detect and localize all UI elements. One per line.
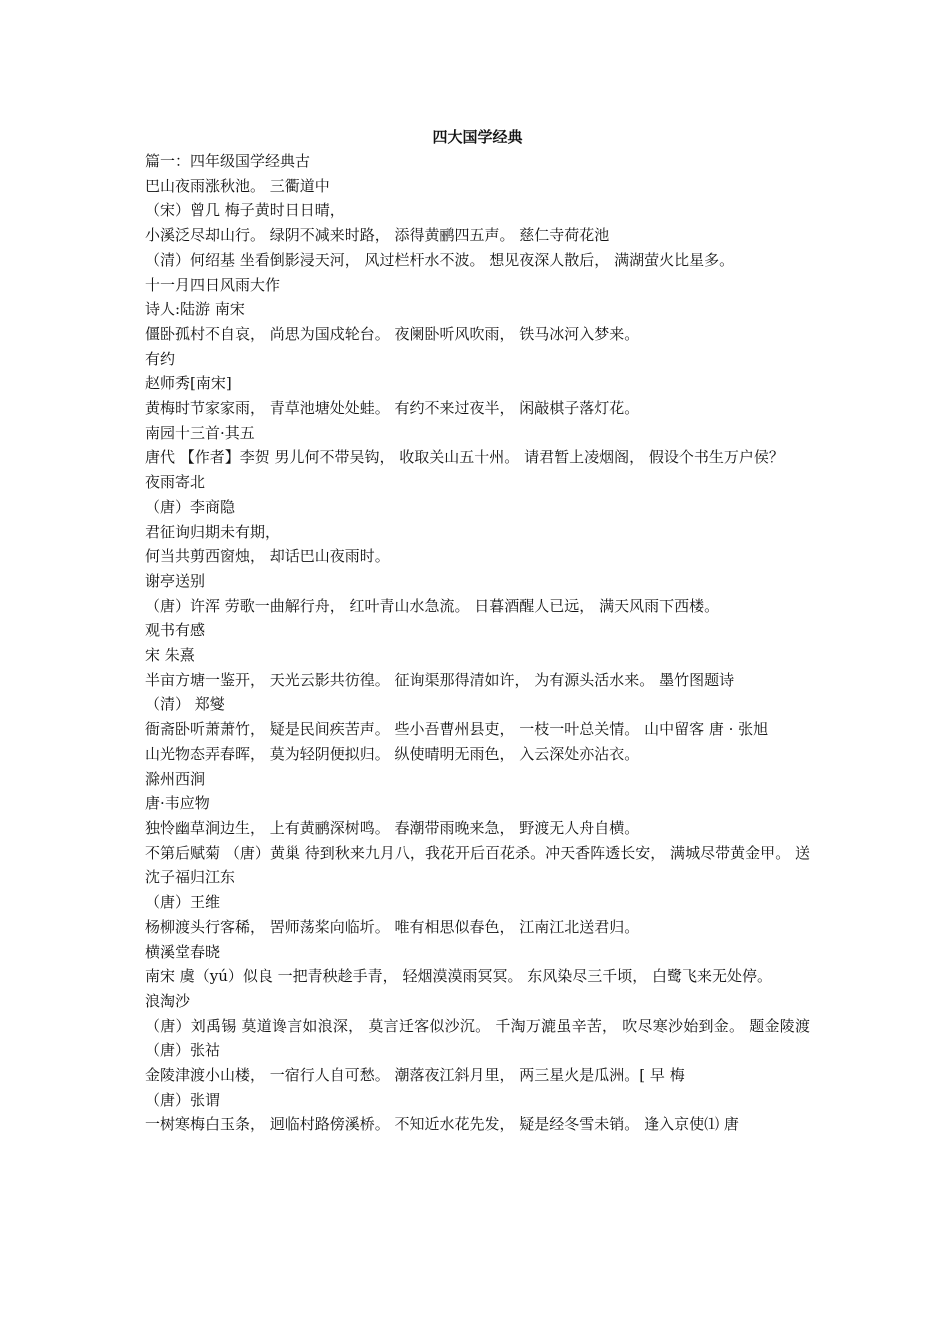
text-line: 滁州西涧 xyxy=(145,769,206,788)
text-line: 一树寒梅白玉条， 迥临村路傍溪桥。 不知近水花先发， 疑是经冬雪未销。 逢入京使⑴ 唐 xyxy=(145,1115,739,1134)
text-line: 黄梅时节家家雨， 青草池塘处处蛙。 有约不来过夜半， 闲敲棋子落灯花。 xyxy=(145,399,640,418)
text-line: （唐）李商隐 xyxy=(145,497,236,516)
text-line: 横溪堂春晓 xyxy=(145,942,221,961)
text-line: 金陵津渡小山楼， 一宿行人自可愁。 潮落夜江斜月里， 两三星火是瓜洲。[ 早 梅 xyxy=(145,1066,685,1085)
text-line: 小溪泛尽却山行。 绿阴不减来时路， 添得黄鹂四五声。 慈仁寺荷花池 xyxy=(145,226,610,245)
text-line: 篇一：四年级国学经典古 xyxy=(145,152,311,170)
text-line: （唐）王维 xyxy=(145,893,221,912)
text-line: 唐代 【作者】李贺 男儿何不带吴钩， 收取关山五十州。 请君暂上凌烟阁， 假设个书生万户侯？ xyxy=(145,448,784,467)
text-line: 十一月四日风雨大作 xyxy=(145,275,281,294)
text-line: （唐）刘禹锡 莫道谗言如浪深， 莫言迁客似沙沉。 千淘万漉虽辛苦， 吹尽寒沙始到金。 题金陵渡 （唐）张祜 xyxy=(145,1016,810,1060)
text-line: 谢亭送别 xyxy=(145,571,206,590)
text-line: （唐）张谓 xyxy=(145,1090,221,1109)
text-line: 山光物态弄春晖， 莫为轻阴便拟归。 纵使晴明无雨色， 入云深处亦沾衣。 xyxy=(145,744,640,763)
text-line: 唐·韦应物 xyxy=(145,794,210,813)
text-line: 浪淘沙 xyxy=(145,991,191,1010)
text-line: 杨柳渡头行客稀， 罟师荡桨向临圻。 唯有相思似春色， 江南江北送君归。 xyxy=(145,917,640,936)
document-body xyxy=(145,149,810,1137)
document-page xyxy=(145,125,810,1137)
text-line: 观书有感 xyxy=(145,621,206,640)
text-line: 宋 朱熹 xyxy=(145,646,195,665)
text-line: 巴山夜雨涨秋池。 三衢道中 xyxy=(145,176,330,195)
document-title: 四大国学经典 xyxy=(432,128,523,146)
text-line: 僵卧孤村不自哀， 尚思为国戍轮台。 夜阑卧听风吹雨， 铁马冰河入梦来。 xyxy=(145,324,640,343)
text-line: 独怜幽草涧边生， 上有黄鹂深树鸣。 春潮带雨晚来急， 野渡无人舟自横。 xyxy=(145,818,640,837)
text-line: 衙斋卧听萧萧竹， 疑是民间疾苦声。 些小吾曹州县吏， 一枝一叶总关情。 山中留客 唐 · 张旭 xyxy=(145,720,769,739)
text-line: 南宋 虞（yú）似良 一把青秧趁手青， 轻烟漠漠雨冥冥。 东风染尽三千顷， 白鹭飞来无处停。 xyxy=(145,967,772,986)
text-line: （唐）许浑 劳歌一曲解行舟， 红叶青山水急流。 日暮酒醒人已远， 满天风雨下西楼。 xyxy=(145,596,720,615)
text-line: 赵师秀[南宋] xyxy=(145,374,232,393)
text-line: （宋）曾几 梅子黄时日日晴， xyxy=(145,201,345,220)
text-line: 诗人:陆游 南宋 xyxy=(145,300,245,319)
text-line: 南园十三首·其五 xyxy=(145,423,255,442)
text-line: （清）何绍基 坐看倒影浸天河， 风过栏杆水不波。 想见夜深人散后， 满湖萤火比星多。 xyxy=(145,250,735,269)
text-line: 君征询归期未有期， xyxy=(145,522,281,541)
text-line: 半亩方塘一鉴开， 天光云影共彷徨。 征询渠那得清如许， 为有源头活水来。 墨竹图题诗 xyxy=(145,670,735,689)
text-line: 不第后赋菊 （唐）黄巢 待到秋来九月八，我花开后百花杀。冲天香阵透长安， 满城尽带黄金甲。 送沈子福归江东 xyxy=(145,843,810,887)
text-line: 何当共剪西窗烛， 却话巴山夜雨时。 xyxy=(145,547,390,566)
text-line: 有约 xyxy=(145,349,176,368)
text-line: （清） 郑燮 xyxy=(145,695,225,714)
text-line: 夜雨寄北 xyxy=(145,473,206,492)
